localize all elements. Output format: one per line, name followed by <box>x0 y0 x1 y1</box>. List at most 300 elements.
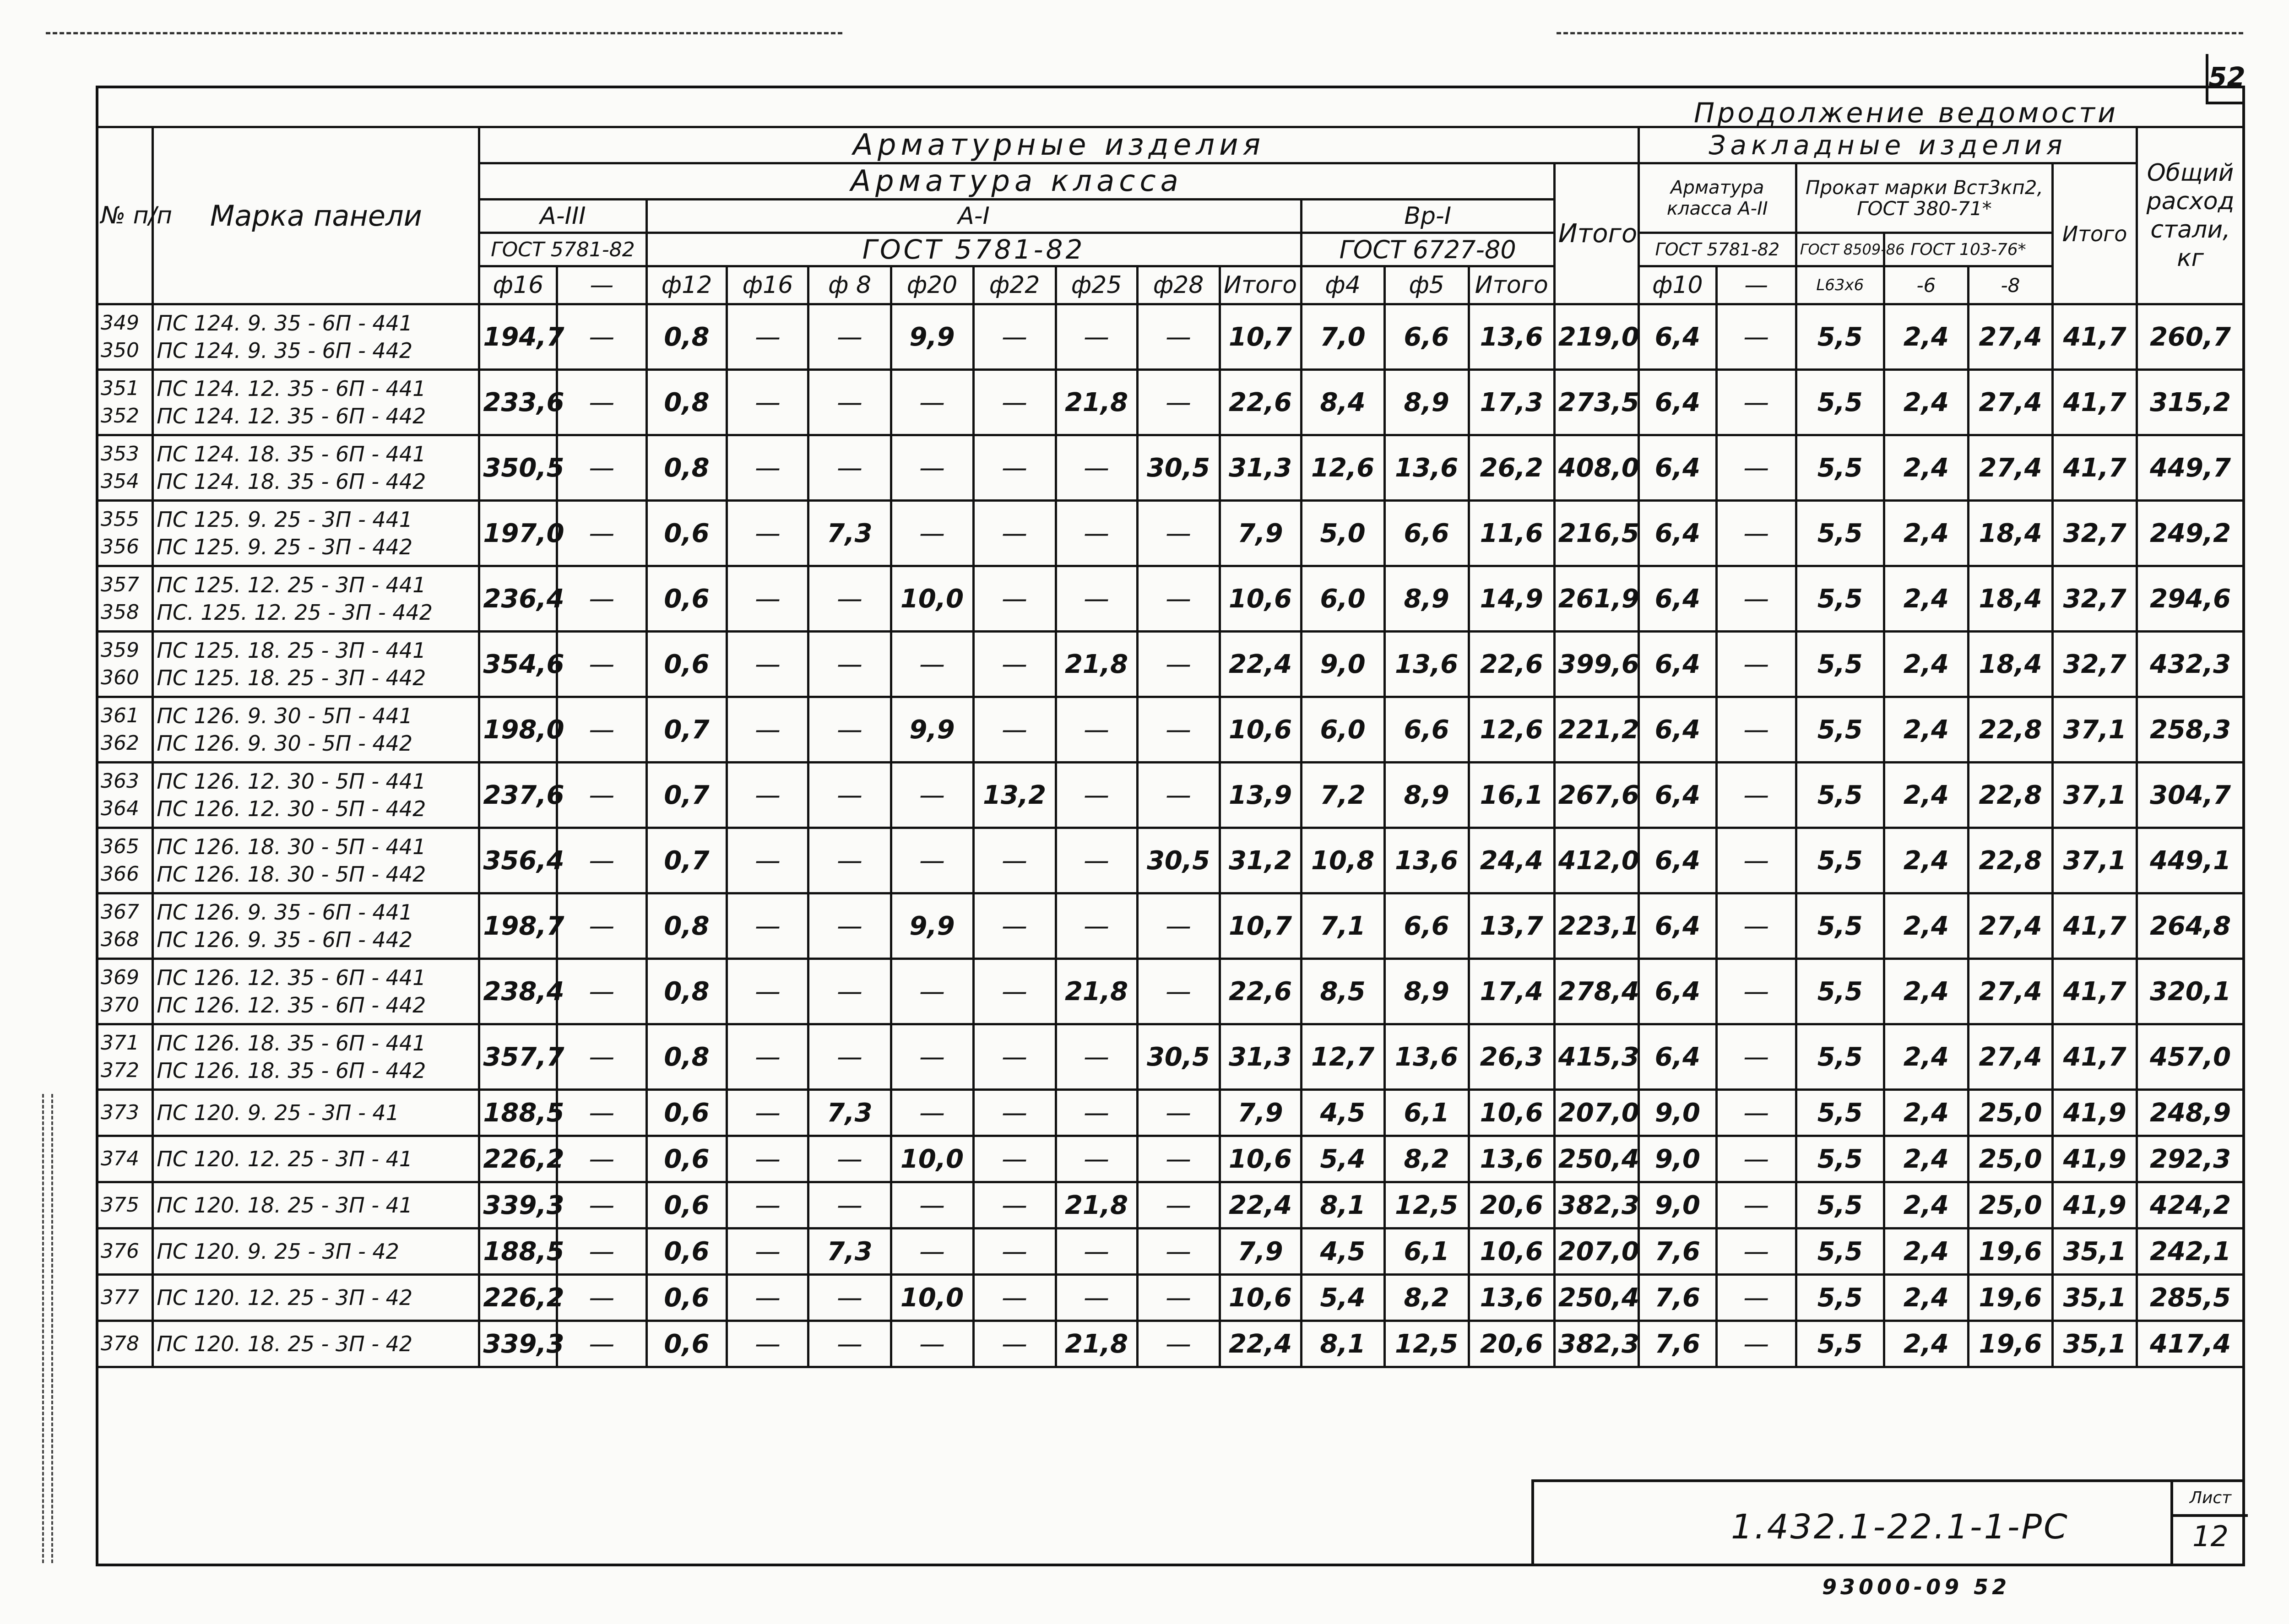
table-cell: — <box>1056 763 1137 828</box>
table-cell: — <box>557 632 646 697</box>
table-cell: 5,5 <box>1796 435 1884 501</box>
table-cell: 0,6 <box>646 1090 727 1136</box>
table-cell: 5,5 <box>1796 1182 1884 1229</box>
dia-header-a1-12: ф12 <box>646 266 727 304</box>
table-cell: 22,6 <box>1469 632 1554 697</box>
table-cell: 207,0 <box>1554 1090 1638 1136</box>
table-cell: — <box>727 1090 808 1136</box>
table-cell: 17,4 <box>1469 959 1554 1024</box>
table-cell: 5,5 <box>1796 566 1884 632</box>
table-cell: — <box>808 370 891 435</box>
sheet-label: Лист <box>2173 1482 2248 1517</box>
table-cell: 31,3 <box>1220 1024 1301 1090</box>
table-cell: 273,5 <box>1554 370 1638 435</box>
table-cell: 6,4 <box>1638 370 1716 435</box>
table-cell: 10,6 <box>1220 1136 1301 1182</box>
panel-mark <box>153 828 479 893</box>
table-cell: 0,7 <box>646 763 727 828</box>
panel-mark-1: ПС 125. 9. 25 - 3П - 441 <box>157 507 413 532</box>
table-cell: 8,2 <box>1384 1136 1469 1182</box>
table-cell: 26,3 <box>1469 1024 1554 1090</box>
table-cell: 285,5 <box>2137 1275 2244 1321</box>
top-dashed-line-left <box>46 32 842 34</box>
table-cell: 4,5 <box>1301 1229 1384 1275</box>
table-cell: 0,6 <box>646 1182 727 1229</box>
table-cell: — <box>1716 435 1796 501</box>
table-cell: 2,4 <box>1884 435 1968 501</box>
table-cell: 8,9 <box>1384 763 1469 828</box>
table-cell: 267,6 <box>1554 763 1638 828</box>
table-cell: 12,5 <box>1384 1182 1469 1229</box>
continuation-title: Продолжение ведомости <box>1694 97 2119 129</box>
table-cell: 6,4 <box>1638 828 1716 893</box>
document-code: 1.432.1-22.1-1-РС <box>1731 1507 2069 1547</box>
table-cell: 10,6 <box>1469 1229 1554 1275</box>
table-cell: — <box>1137 566 1220 632</box>
table-cell: — <box>1716 893 1796 959</box>
binding-margin-strip <box>42 1094 53 1563</box>
table-cell: 11,6 <box>1469 501 1554 566</box>
table-cell: 10,0 <box>891 566 973 632</box>
table-cell: 27,4 <box>1968 304 2052 370</box>
table-row <box>97 501 2244 566</box>
table-cell: — <box>973 1136 1056 1182</box>
table-cell: — <box>891 1229 973 1275</box>
dia-header-a1-itogo: Итого <box>1220 266 1301 304</box>
table-cell: — <box>808 632 891 697</box>
table-cell: 2,4 <box>1884 1275 1968 1321</box>
table-cell: — <box>1056 893 1137 959</box>
table-cell: — <box>1716 1090 1796 1136</box>
dia-header-a2-dash: — <box>1716 266 1796 304</box>
table-cell: 5,5 <box>1796 959 1884 1024</box>
table-cell: 13,6 <box>1384 1024 1469 1090</box>
panel-mark-1: ПС 120. 12. 25 - 3П - 41 <box>157 1147 413 1171</box>
table-cell: 13,6 <box>1384 828 1469 893</box>
panel-mark-1: ПС 126. 18. 35 - 6П - 441 <box>157 1031 426 1056</box>
table-cell: 37,1 <box>2053 697 2137 763</box>
panel-mark-2: ПС 126. 18. 30 - 5П - 442 <box>157 862 426 887</box>
table-cell: 219,0 <box>1554 304 1638 370</box>
table-cell: 221,2 <box>1554 697 1638 763</box>
row-number <box>97 959 153 1024</box>
table-cell: 0,8 <box>646 370 727 435</box>
row-number <box>97 1229 153 1275</box>
table-cell: 2,4 <box>1884 697 1968 763</box>
table-cell: — <box>1056 1024 1137 1090</box>
table-cell: 0,6 <box>646 501 727 566</box>
class-header-vr1: Вр-I <box>1301 200 1554 233</box>
table-cell: 13,6 <box>1384 435 1469 501</box>
table-cell: 0,8 <box>646 959 727 1024</box>
table-cell: 6,1 <box>1384 1229 1469 1275</box>
table-cell: — <box>973 893 1056 959</box>
table-cell: 19,6 <box>1968 1229 2052 1275</box>
dia-header-a1-16: ф16 <box>727 266 808 304</box>
panel-mark <box>153 697 479 763</box>
table-cell: 27,4 <box>1968 893 2052 959</box>
table-cell: 0,8 <box>646 893 727 959</box>
table-cell: — <box>891 959 973 1024</box>
table-cell: 5,5 <box>1796 1229 1884 1275</box>
panel-mark-1: ПС 126. 9. 30 - 5П - 441 <box>157 704 413 728</box>
row-number-2: 372 <box>101 1059 139 1082</box>
table-cell: 7,6 <box>1638 1321 1716 1367</box>
table-cell: 0,8 <box>646 435 727 501</box>
table-cell: 0,6 <box>646 1136 727 1182</box>
table-cell: 12,6 <box>1469 697 1554 763</box>
table-cell: — <box>1716 1275 1796 1321</box>
panel-mark <box>153 501 479 566</box>
dia-header-s6: -6 <box>1884 266 1968 304</box>
table-cell: — <box>973 1275 1056 1321</box>
table-cell: 6,4 <box>1638 697 1716 763</box>
panel-mark-1: ПС 124. 9. 35 - 6П - 441 <box>157 311 413 336</box>
row-number-1: 359 <box>101 639 139 662</box>
table-cell: — <box>1716 1136 1796 1182</box>
table-cell: 22,6 <box>1220 959 1301 1024</box>
row-number-2: 356 <box>101 535 139 558</box>
row-number-2: 358 <box>101 601 139 624</box>
table-cell: 17,3 <box>1469 370 1554 435</box>
table-cell: 242,1 <box>2137 1229 2244 1275</box>
row-number <box>97 304 153 370</box>
table-cell: — <box>557 501 646 566</box>
table-cell: — <box>973 697 1056 763</box>
table-cell: 10,6 <box>1220 697 1301 763</box>
gost-header-vr1: ГОСТ 6727-80 <box>1301 233 1554 266</box>
table-cell: 2,4 <box>1884 632 1968 697</box>
row-number-1: 373 <box>101 1101 139 1124</box>
col-header-itogo-zakl: Итого <box>2053 163 2137 304</box>
sheet-box <box>2170 1482 2248 1566</box>
panel-mark-1: ПС 126. 12. 30 - 5П - 441 <box>157 769 426 794</box>
col-header-prokat: Прокат марки Вст3кп2, ГОСТ 380-71* <box>1796 163 2052 233</box>
table-cell: 258,3 <box>2137 697 2244 763</box>
table-cell: 41,7 <box>2053 959 2137 1024</box>
table-cell: 7,3 <box>808 501 891 566</box>
table-cell: 25,0 <box>1968 1136 2052 1182</box>
table-cell: — <box>727 1321 808 1367</box>
table-row <box>97 1136 2244 1182</box>
table-cell: 223,1 <box>1554 893 1638 959</box>
table-cell: 0,7 <box>646 697 727 763</box>
table-cell: 8,5 <box>1301 959 1384 1024</box>
table-cell: 7,9 <box>1220 1090 1301 1136</box>
table-cell: — <box>808 1024 891 1090</box>
table-cell: 10,6 <box>1220 566 1301 632</box>
panel-mark <box>153 632 479 697</box>
table-cell: — <box>973 1090 1056 1136</box>
table-cell: — <box>1056 566 1137 632</box>
table-row <box>97 566 2244 632</box>
table-cell: 24,4 <box>1469 828 1554 893</box>
table-cell: 382,3 <box>1554 1321 1638 1367</box>
table-cell: — <box>1716 1182 1796 1229</box>
table-cell: — <box>727 959 808 1024</box>
panel-mark-2: ПС 125. 18. 25 - 3П - 442 <box>157 666 426 690</box>
table-cell: 6,4 <box>1638 435 1716 501</box>
row-number-1: 355 <box>101 508 139 531</box>
table-cell: 5,5 <box>1796 1275 1884 1321</box>
table-cell: 41,9 <box>2053 1136 2137 1182</box>
table-cell: 5,5 <box>1796 304 1884 370</box>
table-cell: 2,4 <box>1884 959 1968 1024</box>
table-cell: 237,6 <box>479 763 557 828</box>
table-row <box>97 304 2244 370</box>
table-cell: 6,0 <box>1301 697 1384 763</box>
table-cell: 226,2 <box>479 1136 557 1182</box>
table-cell: 424,2 <box>2137 1182 2244 1229</box>
table-cell: 2,4 <box>1884 566 1968 632</box>
table-cell: 21,8 <box>1056 959 1137 1024</box>
table-cell: — <box>891 1321 973 1367</box>
table-cell: 236,4 <box>479 566 557 632</box>
row-number <box>97 697 153 763</box>
panel-mark <box>153 1090 479 1136</box>
table-cell: 32,7 <box>2053 501 2137 566</box>
table-cell: 7,2 <box>1301 763 1384 828</box>
table-cell: — <box>808 435 891 501</box>
table-cell: 20,6 <box>1469 1321 1554 1367</box>
table-cell: — <box>973 1024 1056 1090</box>
col-header-arm-a2: Арматура класса А-II <box>1638 163 1796 233</box>
table-cell: 294,6 <box>2137 566 2244 632</box>
table-cell: — <box>891 828 973 893</box>
gost-header-a2: ГОСТ 5781-82 <box>1638 233 1796 266</box>
table-cell: 10,7 <box>1220 304 1301 370</box>
table-cell: 5,5 <box>1796 370 1884 435</box>
panel-mark <box>153 435 479 501</box>
table-cell: — <box>557 828 646 893</box>
table-cell: 0,8 <box>646 1024 727 1090</box>
table-cell: — <box>727 1136 808 1182</box>
table-cell: 0,6 <box>646 1275 727 1321</box>
table-cell: 188,5 <box>479 1090 557 1136</box>
table-cell: 0,6 <box>646 1229 727 1275</box>
table-cell: 13,7 <box>1469 893 1554 959</box>
row-number-1: 375 <box>101 1193 139 1217</box>
table-cell: — <box>973 959 1056 1024</box>
table-cell: 41,7 <box>2053 435 2137 501</box>
table-cell: — <box>1716 632 1796 697</box>
table-cell: 19,6 <box>1968 1275 2052 1321</box>
table-cell: 194,7 <box>479 304 557 370</box>
table-cell: 9,9 <box>891 697 973 763</box>
table-cell: 6,1 <box>1384 1090 1469 1136</box>
panel-mark-1: ПС 124. 18. 35 - 6П - 441 <box>157 442 426 466</box>
table-cell: — <box>1137 1090 1220 1136</box>
table-cell: 30,5 <box>1137 435 1220 501</box>
table-cell: 226,2 <box>479 1275 557 1321</box>
table-cell: 5,5 <box>1796 893 1884 959</box>
panel-mark <box>153 1321 479 1367</box>
table-cell: 9,0 <box>1301 632 1384 697</box>
table-cell: — <box>973 370 1056 435</box>
dia-header-a1-25: ф25 <box>1056 266 1137 304</box>
table-cell: — <box>557 959 646 1024</box>
dia-header-vr-itogo: Итого <box>1469 266 1554 304</box>
panel-mark-1: ПС 125. 12. 25 - 3П - 441 <box>157 573 426 597</box>
table-cell: 10,6 <box>1469 1090 1554 1136</box>
table-cell: 5,5 <box>1796 763 1884 828</box>
row-number <box>97 566 153 632</box>
panel-mark <box>153 763 479 828</box>
table-cell: 248,9 <box>2137 1090 2244 1136</box>
table-cell: 382,3 <box>1554 1182 1638 1229</box>
row-number-1: 369 <box>101 966 139 989</box>
table-cell: 315,2 <box>2137 370 2244 435</box>
table-cell: — <box>557 435 646 501</box>
col-header-obshiy: Общий расход стали, кг <box>2137 127 2244 304</box>
table-cell: — <box>1137 501 1220 566</box>
row-number-2: 360 <box>101 666 139 689</box>
table-cell: 2,4 <box>1884 763 1968 828</box>
statement-table <box>96 126 2245 1523</box>
table-cell: 8,9 <box>1384 566 1469 632</box>
row-number-2: 354 <box>101 470 139 493</box>
dia-header-vr-4: ф4 <box>1301 266 1384 304</box>
table-cell: 0,6 <box>646 566 727 632</box>
table-cell: 30,5 <box>1137 1024 1220 1090</box>
table-cell: 9,9 <box>891 893 973 959</box>
table-cell: — <box>891 370 973 435</box>
table-cell: — <box>1716 763 1796 828</box>
table-cell: 12,5 <box>1384 1321 1469 1367</box>
row-number <box>97 501 153 566</box>
table-cell: — <box>557 1024 646 1090</box>
table-cell: 41,9 <box>2053 1090 2137 1136</box>
panel-mark-1: ПС 125. 18. 25 - 3П - 441 <box>157 638 426 663</box>
table-cell: 0,6 <box>646 1321 727 1367</box>
table-cell: 20,6 <box>1469 1182 1554 1229</box>
table-cell: 250,4 <box>1554 1136 1638 1182</box>
row-number-1: 377 <box>101 1286 139 1309</box>
table-cell: 292,3 <box>2137 1136 2244 1182</box>
panel-mark-1: ПС 126. 18. 30 - 5П - 441 <box>157 834 426 859</box>
table-cell: — <box>557 304 646 370</box>
table-cell: 18,4 <box>1968 566 2052 632</box>
table-cell: 9,9 <box>891 304 973 370</box>
table-row <box>97 763 2244 828</box>
table-cell: 31,2 <box>1220 828 1301 893</box>
row-number-1: 363 <box>101 769 139 793</box>
row-number-2: 366 <box>101 862 139 886</box>
table-cell: 5,4 <box>1301 1275 1384 1321</box>
table-cell: 0,8 <box>646 304 727 370</box>
table-cell: — <box>1716 566 1796 632</box>
panel-mark <box>153 1182 479 1229</box>
table-cell: 6,6 <box>1384 893 1469 959</box>
row-number-1: 351 <box>101 377 139 400</box>
panel-mark-1: ПС 120. 18. 25 - 3П - 41 <box>157 1193 413 1218</box>
table-cell: — <box>808 893 891 959</box>
table-cell: 2,4 <box>1884 304 1968 370</box>
table-cell: 6,4 <box>1638 763 1716 828</box>
table-cell: 13,6 <box>1384 632 1469 697</box>
table-cell: 21,8 <box>1056 1182 1137 1229</box>
table-cell: 4,5 <box>1301 1090 1384 1136</box>
col-header-marka: Марка панели <box>153 127 479 304</box>
panel-mark-2: ПС. 125. 12. 25 - 3П - 442 <box>157 600 433 625</box>
table-cell: — <box>1137 1321 1220 1367</box>
table-cell: — <box>808 959 891 1024</box>
table-cell: 27,4 <box>1968 435 2052 501</box>
table-cell: 6,6 <box>1384 501 1469 566</box>
table-cell: — <box>973 435 1056 501</box>
table-cell: 5,5 <box>1796 697 1884 763</box>
table-row <box>97 697 2244 763</box>
table-cell: 25,0 <box>1968 1182 2052 1229</box>
table-cell: — <box>1056 304 1137 370</box>
table-cell: — <box>557 697 646 763</box>
table-cell: 2,4 <box>1884 1024 1968 1090</box>
table-cell: — <box>891 1024 973 1090</box>
row-number <box>97 370 153 435</box>
table-cell: 22,4 <box>1220 1321 1301 1367</box>
table-row <box>97 1275 2244 1321</box>
col-header-no: № п/п <box>97 127 153 304</box>
table-cell: 357,7 <box>479 1024 557 1090</box>
table-cell: 8,1 <box>1301 1321 1384 1367</box>
table-cell: — <box>727 1229 808 1275</box>
panel-mark-1: ПС 126. 12. 35 - 6П - 441 <box>157 965 426 990</box>
table-cell: 2,4 <box>1884 1182 1968 1229</box>
table-cell: 6,0 <box>1301 566 1384 632</box>
table-cell: 35,1 <box>2053 1321 2137 1367</box>
table-cell: — <box>1056 1090 1137 1136</box>
table-cell: 5,5 <box>1796 1024 1884 1090</box>
table-cell: — <box>808 1321 891 1367</box>
row-number <box>97 1321 153 1367</box>
table-cell: — <box>727 1024 808 1090</box>
group-header-armaturnye: Арматурные изделия <box>479 127 1638 163</box>
table-cell: — <box>973 632 1056 697</box>
row-number-2: 364 <box>101 797 139 820</box>
table-cell: 9,0 <box>1638 1090 1716 1136</box>
row-number <box>97 1182 153 1229</box>
table-cell: — <box>1716 828 1796 893</box>
table-cell: 13,2 <box>973 763 1056 828</box>
table-cell: — <box>557 1182 646 1229</box>
table-cell: — <box>808 304 891 370</box>
table-cell: 41,7 <box>2053 1024 2137 1090</box>
table-cell: 5,5 <box>1796 501 1884 566</box>
table-cell: — <box>1716 1229 1796 1275</box>
table-cell: — <box>727 828 808 893</box>
table-cell: — <box>557 893 646 959</box>
dia-header-s8: -8 <box>1968 266 2052 304</box>
table-cell: 198,0 <box>479 697 557 763</box>
table-cell: 35,1 <box>2053 1229 2137 1275</box>
table-cell: 339,3 <box>479 1182 557 1229</box>
panel-mark-2: ПС 126. 18. 35 - 6П - 442 <box>157 1058 426 1083</box>
table-cell: 238,4 <box>479 959 557 1024</box>
table-cell: — <box>973 1182 1056 1229</box>
table-cell: 8,9 <box>1384 959 1469 1024</box>
table-cell: — <box>1056 1229 1137 1275</box>
table-cell: 30,5 <box>1137 828 1220 893</box>
row-number <box>97 1136 153 1182</box>
table-cell: — <box>808 1275 891 1321</box>
table-cell: 32,7 <box>2053 632 2137 697</box>
table-cell: — <box>1056 1136 1137 1182</box>
table-cell: 37,1 <box>2053 763 2137 828</box>
table-cell: — <box>1056 697 1137 763</box>
table-cell: 207,0 <box>1554 1229 1638 1275</box>
table-cell: — <box>557 370 646 435</box>
table-cell: 5,5 <box>1796 828 1884 893</box>
